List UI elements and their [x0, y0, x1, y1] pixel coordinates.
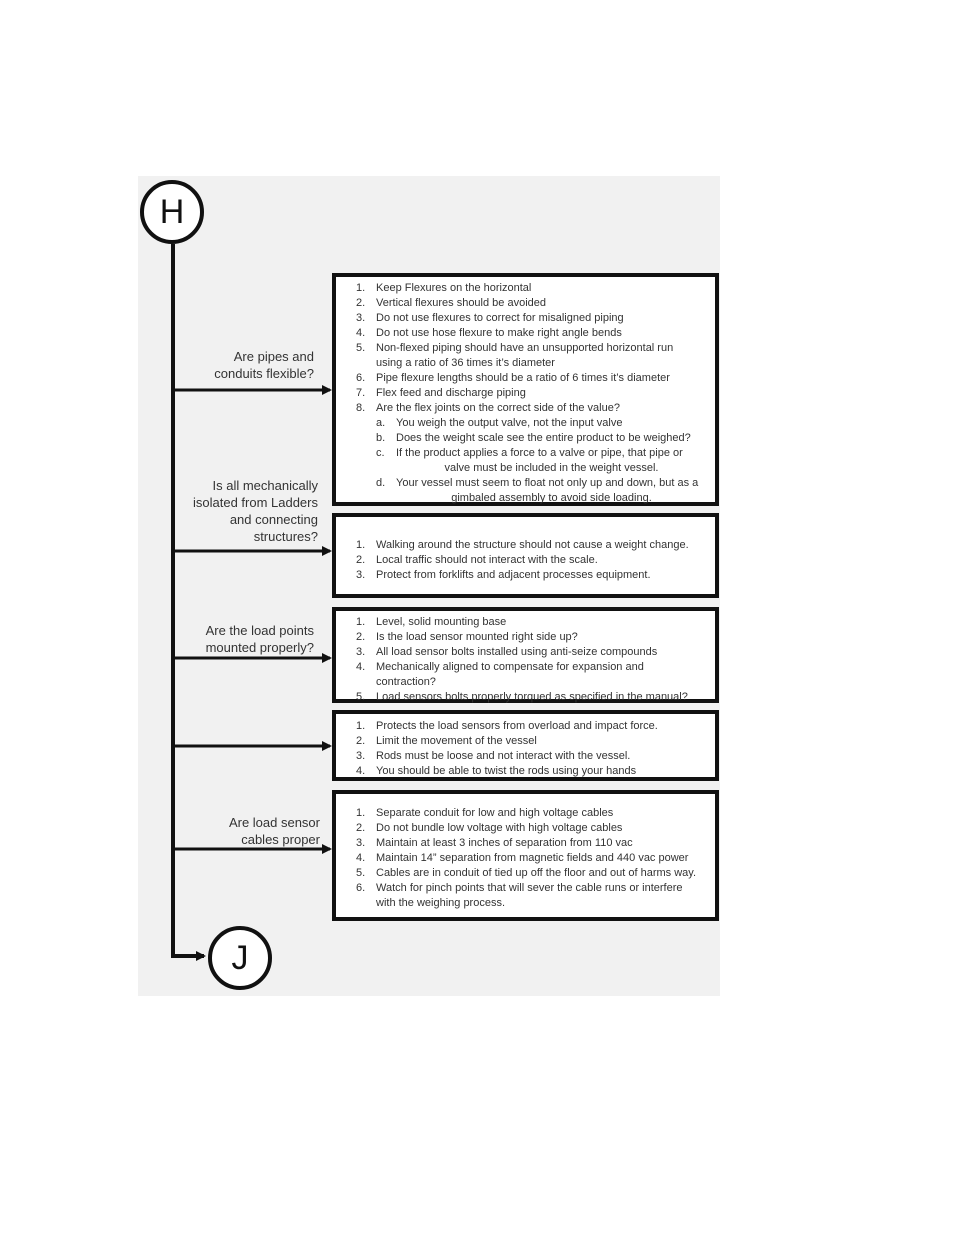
- question-text-line: cables proper: [241, 832, 320, 847]
- checklist-item: [336, 645, 715, 660]
- question-label: [118, 477, 318, 545]
- checklist-item: [336, 553, 715, 568]
- item-text-line: Load sensors bolts properly torqued as specified in the manual?: [376, 691, 688, 703]
- checklist-item: [336, 538, 715, 553]
- checklist-box: [332, 273, 719, 506]
- checklist-item: [336, 401, 715, 506]
- item-text-line: Do not use flexures to correct for misaligned piping: [376, 312, 624, 324]
- item-text-line: Mechanically aligned to compensate for expansion and: [376, 661, 644, 673]
- checklist-item: [336, 568, 715, 583]
- question-text-line: Is all mechanically: [212, 478, 318, 493]
- item-text-line: Protect from forklifts and adjacent processes equipment.: [376, 569, 651, 581]
- connector-start: H: [140, 180, 204, 244]
- item-text-line: Non-flexed piping should have an unsupported horizontal run: [376, 342, 674, 354]
- question-text-line: isolated from Ladders: [192, 495, 318, 510]
- item-number: 1.: [356, 282, 366, 294]
- item-text-line: Maintain 14” separation from magnetic fields and 440 vac power: [376, 852, 689, 864]
- question-label: [114, 348, 314, 382]
- question-text-line: Are pipes and: [233, 349, 314, 364]
- checklist: [336, 281, 715, 506]
- question-label: [120, 814, 320, 848]
- item-text-line: Local traffic should not interact with the scale.: [376, 554, 598, 566]
- item-text-line: Watch for pinch points that will sever the cable runs or interfere: [376, 882, 683, 894]
- question-text-line: conduits flexible?: [214, 366, 314, 381]
- question-text-line: structures?: [253, 529, 318, 544]
- item-text-line: Is the load sensor mounted right side up?: [376, 631, 578, 643]
- checklist-item: [336, 806, 715, 821]
- question-text-line: Are the load points: [205, 623, 314, 638]
- item-number: d.: [376, 477, 386, 489]
- checklist-item: [336, 660, 715, 690]
- item-number: 3.: [356, 569, 366, 581]
- item-number: 1.: [356, 807, 366, 819]
- item-number: 1.: [356, 720, 366, 732]
- item-text-line: Limit the movement of the vessel: [376, 735, 537, 747]
- checklist-item: [336, 615, 715, 630]
- item-text-line: with the weighing process.: [376, 897, 506, 909]
- item-number: 6.: [356, 372, 366, 384]
- item-text-line: Rods must be loose and not interact with the vessel.: [376, 750, 631, 762]
- checklist-item: [336, 836, 715, 851]
- checklist-item: [336, 734, 715, 749]
- item-text-line: You weigh the output valve, not the input valve: [396, 417, 623, 429]
- item-text-line: Keep Flexures on the horizontal: [376, 282, 532, 294]
- item-text-line: contraction?: [376, 676, 436, 688]
- item-text-line: Flex feed and discharge piping: [376, 387, 526, 399]
- checklist-item: [336, 719, 715, 734]
- checklist-subitem: [376, 416, 715, 431]
- checklist-item: [336, 630, 715, 645]
- item-number: 2.: [356, 735, 366, 747]
- checklist-item: [336, 386, 715, 401]
- item-number: 2.: [356, 554, 366, 566]
- item-text-line: gimbaled assembly to avoid side loading.: [451, 492, 652, 504]
- item-number: 4.: [356, 765, 366, 777]
- checklist-item: [336, 749, 715, 764]
- item-number: 3.: [356, 750, 366, 762]
- item-number: 5.: [356, 867, 366, 879]
- item-text-line: Cables are in conduit of tied up off the floor and out of harms way.: [376, 867, 697, 879]
- item-number: c.: [376, 447, 385, 459]
- checklist-item: [336, 690, 715, 705]
- item-number: 6.: [356, 882, 366, 894]
- checklist: [336, 806, 715, 911]
- item-number: 4.: [356, 327, 366, 339]
- item-text-line: valve must be included in the weight vessel.: [444, 462, 659, 474]
- checklist: [336, 615, 715, 705]
- item-text-line: Vertical flexures should be avoided: [376, 297, 546, 309]
- item-text-line: Separate conduit for low and high voltage cables: [376, 807, 614, 819]
- checklist: [336, 538, 715, 583]
- checklist-sublist: [376, 416, 715, 506]
- checklist-box: [332, 513, 719, 598]
- item-text-line: Walking around the structure should not cause a weight change.: [376, 539, 689, 551]
- item-text-line: Are the flex joints on the correct side of the value?: [376, 402, 620, 414]
- checklist-subitem: [376, 431, 715, 446]
- item-text-line: You should be able to twist the rods using your hands: [376, 765, 637, 777]
- item-text-line: Does the weight scale see the entire product to be weighed?: [396, 432, 691, 444]
- connector-end: J: [208, 926, 272, 990]
- item-number: 8.: [356, 402, 366, 414]
- checklist-item: [336, 326, 715, 341]
- item-text-line: Level, solid mounting base: [376, 616, 507, 628]
- item-number: a.: [376, 417, 386, 429]
- item-number: 3.: [356, 837, 366, 849]
- checklist-box: [332, 710, 719, 781]
- item-text-line: Maintain at least 3 inches of separation from 110 vac: [376, 837, 633, 849]
- item-number: b.: [376, 432, 386, 444]
- item-text-line: Pipe flexure lengths should be a ratio of 6 times it’s diameter: [376, 372, 670, 384]
- checklist-box: [332, 607, 719, 703]
- checklist-item: [336, 296, 715, 311]
- question-text-line: Are load sensor: [228, 815, 320, 830]
- checklist-subitem: [376, 476, 715, 506]
- item-number: 2.: [356, 297, 366, 309]
- checklist-item: [336, 851, 715, 866]
- checklist-box: [332, 790, 719, 921]
- item-text-line: using a ratio of 36 times it’s diameter: [376, 357, 555, 369]
- checklist-item: [336, 764, 715, 779]
- item-text-line: Do not bundle low voltage with high voltage cables: [376, 822, 623, 834]
- checklist-item: [336, 866, 715, 881]
- checklist-item: [336, 281, 715, 296]
- checklist: [336, 719, 715, 779]
- checklist-item: [336, 311, 715, 326]
- question-text-line: mounted properly?: [205, 640, 314, 655]
- item-number: 5.: [356, 342, 366, 354]
- item-number: 7.: [356, 387, 366, 399]
- checklist-subitem: [376, 446, 715, 476]
- item-text-line: Do not use hose flexure to make right angle bends: [376, 327, 622, 339]
- checklist-item: [336, 371, 715, 386]
- checklist-item: [336, 341, 715, 371]
- item-number: 5.: [356, 691, 366, 703]
- item-text-line: If the product applies a force to a valve or pipe, that pipe or: [396, 447, 683, 459]
- item-number: 3.: [356, 646, 366, 658]
- item-text-line: Your vessel must seem to float not only up and down, but as a: [396, 477, 699, 489]
- item-number: 4.: [356, 661, 366, 673]
- question-label: [114, 622, 314, 656]
- item-number: 1.: [356, 616, 366, 628]
- item-text-line: All load sensor bolts installed using anti-seize compounds: [376, 646, 658, 658]
- item-number: 4.: [356, 852, 366, 864]
- question-text-line: and connecting: [229, 512, 318, 527]
- item-number: 2.: [356, 631, 366, 643]
- item-number: 2.: [356, 822, 366, 834]
- checklist-item: [336, 881, 715, 911]
- item-text-line: Protects the load sensors from overload and impact force.: [376, 720, 658, 732]
- checklist-item: [336, 821, 715, 836]
- item-number: 1.: [356, 539, 366, 551]
- item-number: 3.: [356, 312, 366, 324]
